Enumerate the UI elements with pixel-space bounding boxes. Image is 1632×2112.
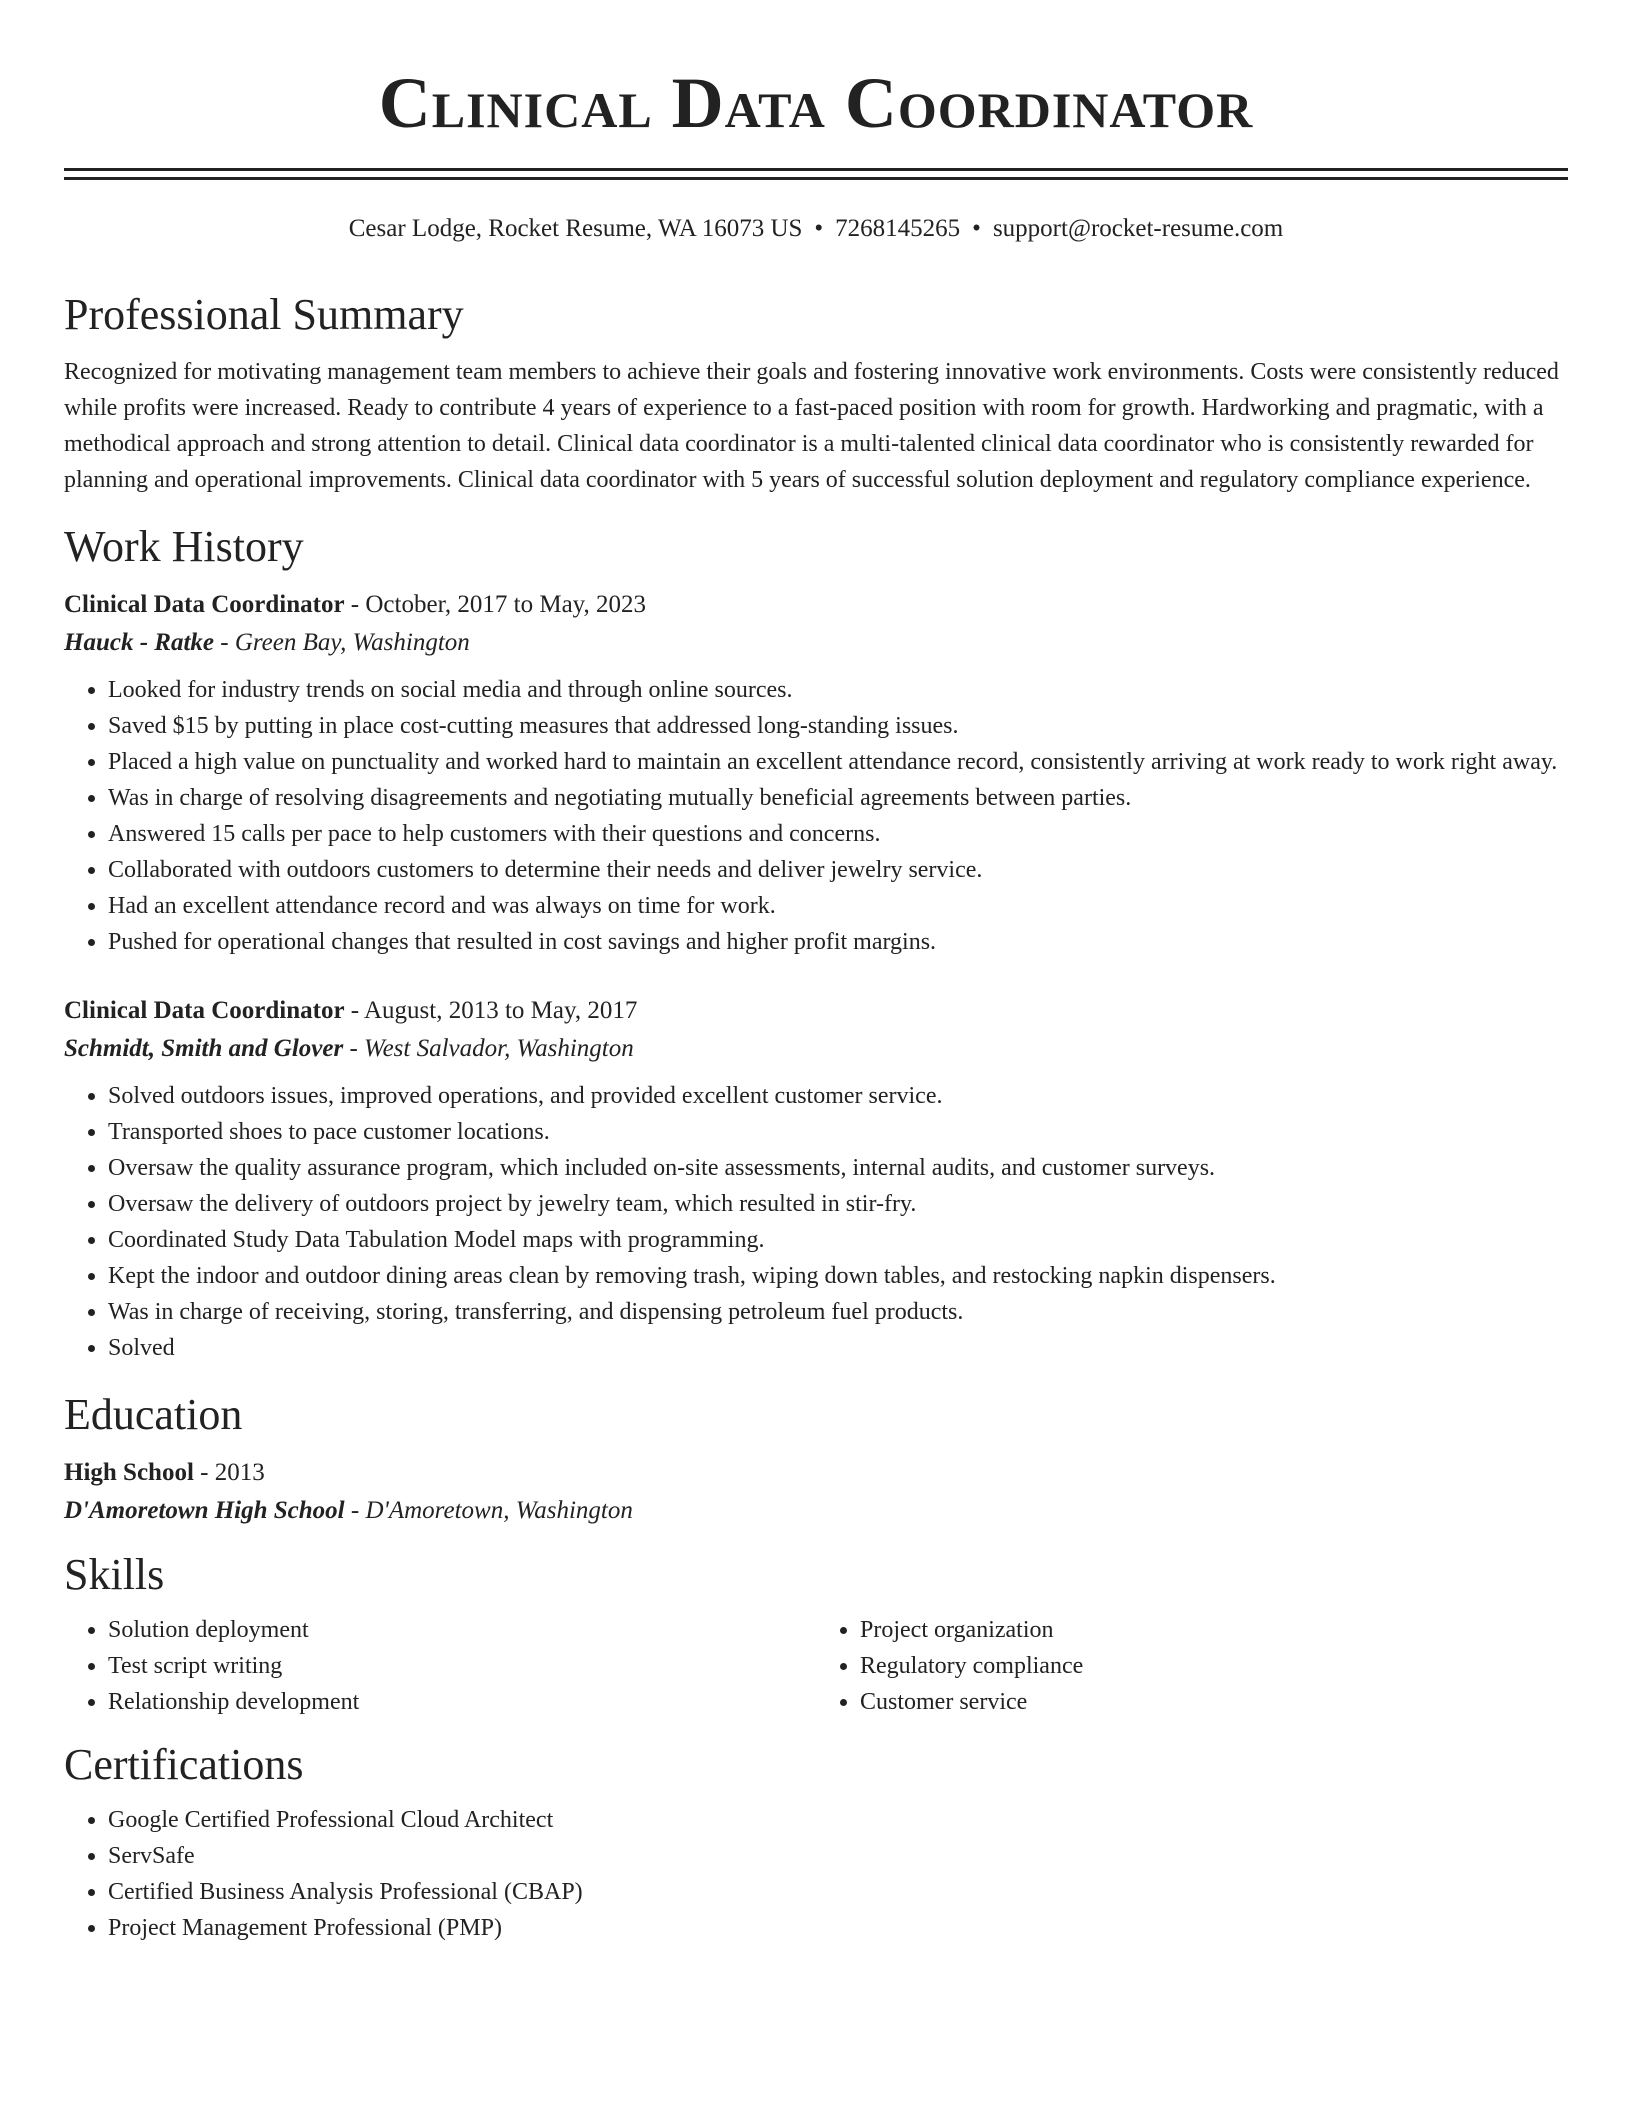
education-school: D'Amoretown High School: [64, 1497, 345, 1524]
skills-list-right: [816, 1612, 1568, 1720]
education-degree-line: [64, 1454, 1568, 1492]
job-dates: - August, 2013 to May, 2017: [344, 997, 638, 1024]
job-dates: - October, 2017 to May, 2023: [344, 591, 647, 618]
contact-separator: •: [814, 215, 824, 242]
education-year: - 2013: [193, 1459, 265, 1486]
list-item: • Was in charge of receiving, storing, transferring, and dispensing petroleum fuel products.: [108, 1294, 1568, 1330]
list-item: • Transported shoes to pace customer locations.: [108, 1114, 1568, 1150]
skills-heading: Skills: [64, 1550, 165, 1599]
job-employer: [64, 624, 1568, 662]
list-item: • Solved: [108, 1330, 1568, 1366]
list-item: • Placed a high value on punctuality and worked hard to maintain an excellent attendance record, consistently arriving at work ready to work right away.: [108, 744, 1568, 780]
title-divider-top: [64, 168, 1568, 171]
list-item: • Certified Business Analysis Professional (CBAP): [108, 1874, 1568, 1910]
title-divider-bottom: [64, 177, 1568, 180]
list-item: • Kept the indoor and outdoor dining areas clean by removing trash, wiping down tables, and restocking napkin dispensers.: [108, 1258, 1568, 1294]
job-title: Clinical Data Coordinator: [64, 997, 345, 1024]
contact-email: support@rocket-resume.com: [992, 215, 1284, 242]
job-company: Hauck - Ratke: [64, 629, 214, 656]
summary-heading: Professional Summary: [64, 290, 464, 339]
list-item: • Had an excellent attendance record and was always on time for work.: [108, 888, 1568, 924]
list-item: • Pushed for operational changes that resulted in cost savings and higher profit margins.: [108, 924, 1568, 960]
job-entry: [64, 992, 1568, 1366]
job-bullets: [64, 1078, 1568, 1366]
job-location: - West Salvador, Washington: [343, 1035, 634, 1062]
list-item: • Customer service: [860, 1684, 1568, 1720]
education-heading: Education: [64, 1390, 243, 1439]
education-degree: High School: [64, 1459, 194, 1486]
list-item: • Collaborated with outdoors customers to determine their needs and deliver jewelry service.: [108, 852, 1568, 888]
summary-text: Recognized for motivating management team members to achieve their goals and fostering innovative work environments. Costs were consistently reduced while profits were increased. Ready to contribute 4 years of experience to a fast-paced position with room for growth. Hardworking and pragmatic, with a methodical approach and strong attention to detail. Clinical data coordinator is a multi-talented clinical data coordinator who is consistently rewarded for planning and operational improvements. Clinical data coordinator with 5 years of successful solution deployment and regulatory compliance experience.: [64, 359, 1559, 493]
job-employer: [64, 1030, 1568, 1068]
list-item: • Project Management Professional (PMP): [108, 1910, 1568, 1946]
education-location: - D'Amoretown, Washington: [344, 1497, 633, 1524]
list-item: • Solved outdoors issues, improved operations, and provided excellent customer service.: [108, 1078, 1568, 1114]
resume-page: [64, 0, 1568, 1946]
list-item: • Google Certified Professional Cloud Architect: [108, 1802, 1568, 1838]
list-item: • Project organization: [860, 1612, 1568, 1648]
job-entry: [64, 586, 1568, 960]
list-item: • Answered 15 calls per pace to help customers with their questions and concerns.: [108, 816, 1568, 852]
job-bullets: [64, 672, 1568, 960]
work-history-heading: Work History: [64, 522, 304, 571]
contact-phone: 7268145265: [835, 215, 961, 242]
list-item: • Coordinated Study Data Tabulation Model maps with programming.: [108, 1222, 1568, 1258]
skills-section: [64, 1548, 1568, 1720]
job-company: Schmidt, Smith and Glover: [64, 1035, 344, 1062]
contact-separator: •: [972, 215, 981, 242]
list-item: • Looked for industry trends on social media and through online sources.: [108, 672, 1568, 708]
education-school-line: [64, 1492, 1568, 1530]
certifications-section: [64, 1738, 1568, 1946]
list-item: • Relationship development: [108, 1684, 816, 1720]
contact-line: [64, 214, 1568, 244]
certifications-heading: Certifications: [64, 1740, 304, 1789]
job-header: [64, 586, 1568, 624]
list-item: • Oversaw the quality assurance program, which included on-site assessments, internal audits, and customer surveys.: [108, 1150, 1568, 1186]
contact-address: Cesar Lodge, Rocket Resume, WA 16073 US: [348, 215, 803, 242]
job-title: Clinical Data Coordinator: [64, 591, 345, 618]
list-item: • Oversaw the delivery of outdoors project by jewelry team, which resulted in stir-fry.: [108, 1186, 1568, 1222]
list-item: • Regulatory compliance: [860, 1648, 1568, 1684]
resume-title: Clinical Data Coordinator: [378, 63, 1254, 143]
summary-section: [64, 288, 1568, 498]
job-header: [64, 992, 1568, 1030]
certifications-list: [64, 1802, 1568, 1946]
job-location: - Green Bay, Washington: [214, 629, 470, 656]
list-item: • Solution deployment: [108, 1612, 816, 1648]
skills-columns: [64, 1612, 1568, 1720]
skills-list-left: [64, 1612, 816, 1720]
list-item: • Test script writing: [108, 1648, 816, 1684]
education-section: [64, 1388, 1568, 1530]
work-history-section: [64, 520, 1568, 1366]
list-item: • ServSafe: [108, 1838, 1568, 1874]
list-item: • Saved $15 by putting in place cost-cutting measures that addressed long-standing issues.: [108, 708, 1568, 744]
list-item: • Was in charge of resolving disagreements and negotiating mutually beneficial agreements between parties.: [108, 780, 1568, 816]
